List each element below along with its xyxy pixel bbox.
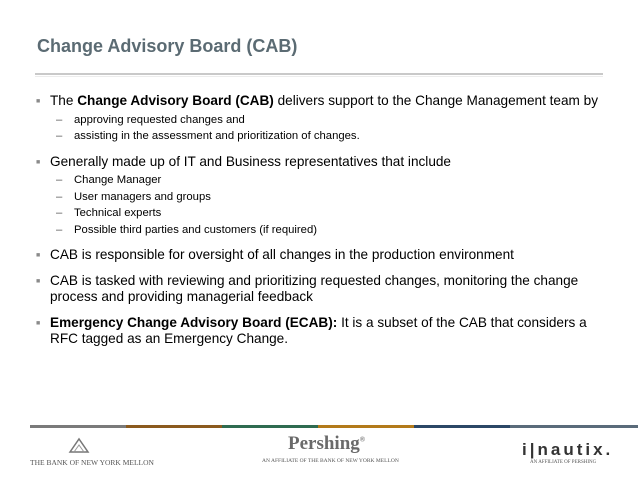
- sub-item: [56, 172, 605, 189]
- sub-item-text: Change Manager: [74, 174, 162, 186]
- sub-item-text: assisting in the assessment and prioritization of changes.: [74, 130, 360, 142]
- footer-bar-segment: [510, 425, 638, 428]
- pershing-wordmark: Pershing: [288, 433, 360, 454]
- dash-marker-icon: –: [56, 113, 63, 126]
- bullet-text-post: It is a subset of the CAB that considers a RFC tagged as an Emergency Change.: [50, 314, 587, 346]
- sub-item-text: Possible third parties and customers (if required): [74, 223, 317, 236]
- inautix-tagline: AN AFFILIATE OF PERSHING: [530, 460, 597, 465]
- bullet-review: [35, 273, 605, 306]
- title-divider-shadow: [35, 76, 603, 77]
- footer-bar-segment: [222, 425, 318, 428]
- registered-mark: ®: [359, 435, 366, 444]
- footer-color-bar: [30, 425, 638, 428]
- sub-item: [56, 222, 605, 239]
- bullet-text-bold: Emergency Change Advisory Board (ECAB):: [50, 314, 338, 330]
- dash-marker-icon: –: [56, 130, 63, 142]
- pershing-tagline: AN AFFILIATE OF THE BANK OF NEW YORK MELLON: [262, 458, 399, 464]
- footer-bar-segment: [318, 425, 414, 428]
- sub-list: [50, 172, 605, 238]
- bullet-text: Generally made up of IT and Business representatives that include: [50, 153, 451, 169]
- bny-mellon-logo-icon: [68, 437, 90, 454]
- bullet-oversight: [35, 247, 605, 264]
- bullet-marker-icon: ■: [36, 319, 41, 327]
- slide-title: Change Advisory Board (CAB): [37, 36, 298, 56]
- sub-item-text: approving requested changes and: [74, 113, 245, 126]
- inautix-logo: i|nautix.: [522, 440, 614, 459]
- slide-body: [35, 93, 605, 357]
- bny-mellon-text: THE BANK OF NEW YORK MELLON: [30, 458, 154, 467]
- bullet-text-bold: Change Advisory Board (CAB): [77, 93, 274, 108]
- title-divider: [35, 73, 603, 75]
- sub-item-text: Technical experts: [74, 207, 162, 219]
- sub-item: [56, 112, 605, 129]
- dash-marker-icon: –: [56, 174, 63, 186]
- sub-item-text: User managers and groups: [74, 190, 211, 203]
- dash-marker-icon: –: [56, 190, 63, 203]
- footer-bar-segment: [126, 425, 222, 428]
- sub-item: [56, 189, 605, 206]
- bullet-marker-icon: ■: [36, 252, 41, 259]
- footer-bar-segment: [30, 425, 126, 428]
- sub-item: [56, 205, 605, 222]
- sub-item: [56, 128, 605, 145]
- pershing-logo: [288, 433, 365, 455]
- dash-marker-icon: –: [56, 207, 63, 219]
- bullet-cab-definition: [35, 93, 605, 145]
- bullet-text-post: delivers support to the Change Management team by: [273, 93, 599, 108]
- footer-bar-segment: [414, 425, 510, 428]
- bullet-text: CAB is responsible for oversight of all changes in the production environment: [50, 247, 514, 262]
- bullet-ecab: [35, 315, 605, 348]
- bullet-text: CAB is tasked with reviewing and prioritizing requested changes, monitoring the change process and providing managerial feedback: [50, 272, 579, 304]
- bullet-marker-icon: ■: [36, 98, 41, 105]
- sub-list: [50, 112, 605, 145]
- bullet-text-pre: The: [50, 93, 78, 108]
- bullet-marker-icon: ■: [36, 158, 41, 166]
- bullet-membership: [35, 154, 605, 239]
- bullet-marker-icon: ■: [36, 277, 41, 285]
- dash-marker-icon: –: [56, 223, 63, 236]
